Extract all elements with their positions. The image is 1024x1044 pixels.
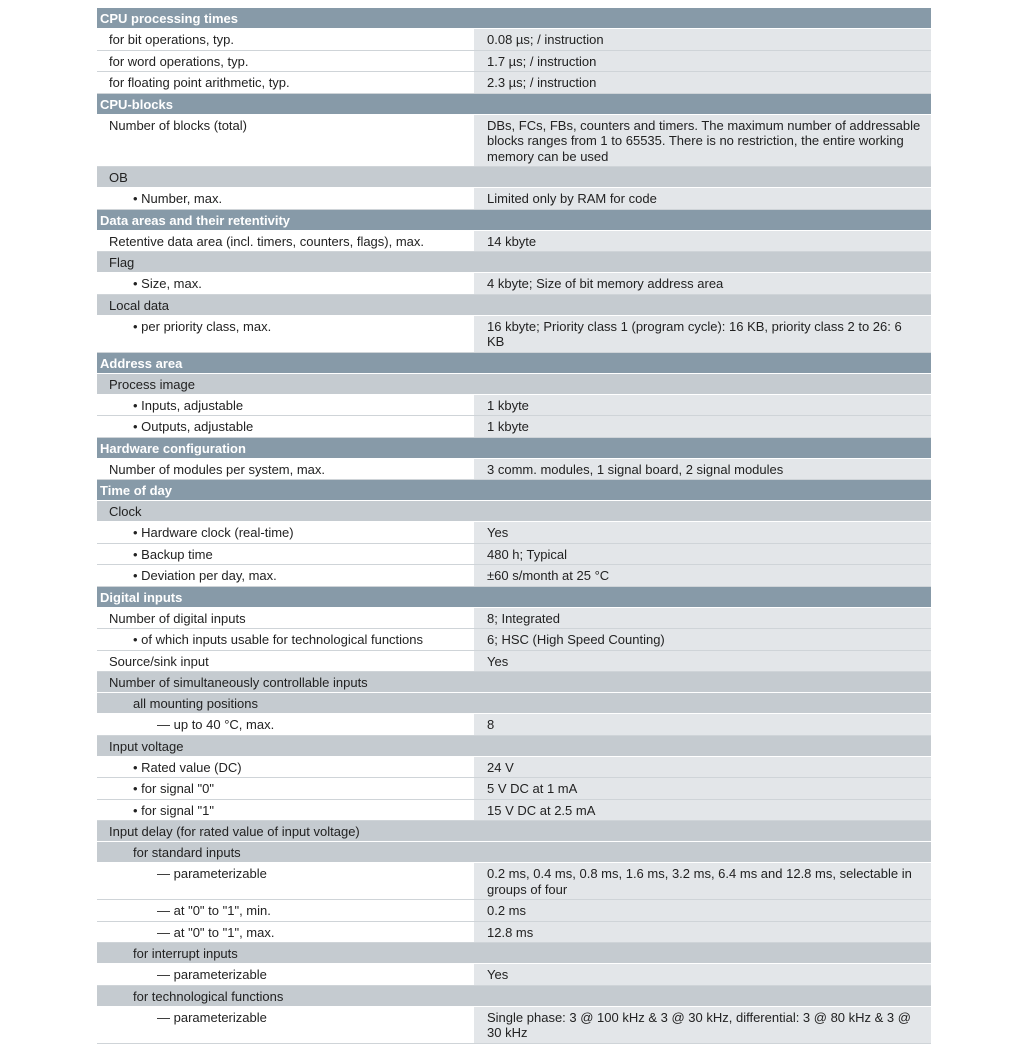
spec-label-cell <box>97 522 472 543</box>
spec-label-cell <box>97 900 472 921</box>
spec-row <box>97 459 931 481</box>
group-header-row <box>97 693 931 714</box>
spec-label: • Rated value (DC) <box>133 760 242 775</box>
spec-label: • for signal "1" <box>133 803 214 818</box>
spec-label-cell <box>97 416 472 437</box>
spec-label: • Hardware clock (real-time) <box>133 525 294 540</box>
spec-row <box>97 714 931 736</box>
spec-value: 4 kbyte; Size of bit memory address area <box>472 273 931 294</box>
group-header-row <box>97 842 931 863</box>
spec-label: • Outputs, adjustable <box>133 419 253 434</box>
group-header-row <box>97 167 931 188</box>
spec-label-cell <box>97 714 472 735</box>
spec-label-cell <box>97 273 472 294</box>
spec-row <box>97 544 931 566</box>
spec-value: 14 kbyte <box>472 231 931 252</box>
spec-label: Source/sink input <box>109 653 209 669</box>
spec-row <box>97 29 931 51</box>
spec-label-cell <box>97 544 472 565</box>
spec-label: — up to 40 °C, max. <box>157 717 274 732</box>
section-header: Hardware configuration <box>97 438 931 459</box>
spec-row <box>97 964 931 986</box>
spec-value: 1 kbyte <box>472 395 931 416</box>
spec-value: 8 <box>472 714 931 735</box>
group-label: Clock <box>109 504 142 519</box>
group-header-row <box>97 821 931 842</box>
group-header-row <box>97 736 931 757</box>
group-label: for technological functions <box>133 988 284 1004</box>
spec-label: • Deviation per day, max. <box>133 568 277 583</box>
spec-row <box>97 231 931 253</box>
spec-label: — parameterizable <box>157 1010 267 1025</box>
spec-row <box>97 651 931 673</box>
spec-row <box>97 51 931 73</box>
spec-label-cell <box>97 29 472 50</box>
group-header-row <box>97 943 931 964</box>
group-value-empty <box>472 943 931 963</box>
spec-label-cell <box>97 316 472 352</box>
spec-value: ±60 s/month at 25 °C <box>472 565 931 586</box>
group-label: Flag <box>109 255 135 270</box>
spec-label: Number of digital inputs <box>109 610 246 626</box>
spec-row <box>97 395 931 417</box>
spec-label: Number of blocks (total) <box>109 117 247 133</box>
spec-label-cell <box>97 651 472 672</box>
spec-label: • for signal "0" <box>133 781 214 796</box>
spec-value: Single phase: 3 @ 100 kHz & 3 @ 30 kHz, differential: 3 @ 80 kHz & 3 @ 30 kHz <box>472 1007 931 1043</box>
spec-label: for floating point arithmetic, typ. <box>109 75 290 90</box>
spec-label: • Size, max. <box>133 276 202 291</box>
spec-row <box>97 922 931 944</box>
group-value-empty <box>472 374 931 394</box>
spec-row <box>97 522 931 544</box>
spec-label-cell <box>97 459 472 480</box>
spec-label-cell <box>97 72 472 93</box>
group-value-empty <box>472 821 931 841</box>
spec-row <box>97 608 931 630</box>
spec-value: 0.2 ms, 0.4 ms, 0.8 ms, 1.6 ms, 3.2 ms, 6.4 ms and 12.8 ms, selectable in groups of four <box>472 863 931 899</box>
spec-row <box>97 416 931 438</box>
spec-label-cell <box>97 629 472 650</box>
spec-label-cell <box>97 863 472 899</box>
group-label: for standard inputs <box>133 845 241 860</box>
spec-value: 3 comm. modules, 1 signal board, 2 signal modules <box>472 459 931 480</box>
group-value-empty <box>472 842 931 862</box>
spec-label-cell <box>97 395 472 416</box>
spec-row <box>97 72 931 94</box>
spec-value: 6; HSC (High Speed Counting) <box>472 629 931 650</box>
group-label: all mounting positions <box>133 696 259 711</box>
spec-value: Yes <box>472 651 931 672</box>
spec-value: Limited only by RAM for code <box>472 188 931 209</box>
spec-value: 16 kbyte; Priority class 1 (program cycle): 16 KB, priority class 2 to 26: 6 KB <box>472 316 931 352</box>
spec-label: — at "0" to "1", min. <box>157 903 271 918</box>
group-value-empty <box>472 736 931 756</box>
group-label: OB <box>109 170 128 185</box>
section-header: Data areas and their retentivity <box>97 210 931 231</box>
spec-value: 15 V DC at 2.5 mA <box>472 800 931 821</box>
group-label: Input voltage <box>109 738 184 754</box>
section-header: Time of day <box>97 480 931 501</box>
group-header-row <box>97 374 931 395</box>
spec-label: for word operations, typ. <box>109 53 249 69</box>
spec-row <box>97 115 931 168</box>
spec-value: 2.3 µs; / instruction <box>472 72 931 93</box>
group-label: Number of simultaneously controllable inputs <box>109 675 368 690</box>
spec-label: Retentive data area (incl. timers, counters, flags), max. <box>109 233 425 249</box>
spec-row <box>97 863 931 900</box>
spec-label: — at "0" to "1", max. <box>157 925 274 940</box>
spec-value: 0.08 µs; / instruction <box>472 29 931 50</box>
spec-value: 480 h; Typical <box>472 544 931 565</box>
spec-row <box>97 1007 931 1044</box>
spec-value: DBs, FCs, FBs, counters and timers. The maximum number of addressable blocks ranges from 1 to 65535. There is no restriction, the entire working memory can be used <box>472 115 931 167</box>
spec-value: 0.2 ms <box>472 900 931 921</box>
spec-row <box>97 188 931 210</box>
spec-value: Yes <box>472 964 931 985</box>
spec-label-cell <box>97 608 472 629</box>
spec-label: • Backup time <box>133 547 213 562</box>
spec-label: • of which inputs usable for technological functions <box>133 632 423 647</box>
group-header-row <box>97 501 931 522</box>
spec-label-cell <box>97 115 472 167</box>
group-label: Input delay (for rated value of input voltage) <box>109 824 360 839</box>
section-header: Digital inputs <box>97 587 931 608</box>
group-value-empty <box>472 501 931 521</box>
spec-label-cell <box>97 757 472 778</box>
spec-label: — parameterizable <box>157 866 267 881</box>
spec-table <box>97 8 931 1044</box>
spec-value: 5 V DC at 1 mA <box>472 778 931 799</box>
group-value-empty <box>472 295 931 315</box>
spec-label: • per priority class, max. <box>133 319 271 334</box>
spec-row <box>97 778 931 800</box>
group-header-row <box>97 252 931 273</box>
section-header: Address area <box>97 353 931 374</box>
spec-row <box>97 316 931 353</box>
group-label: Local data <box>109 297 169 313</box>
spec-label-cell <box>97 188 472 209</box>
spec-value: 12.8 ms <box>472 922 931 943</box>
spec-value: 24 V <box>472 757 931 778</box>
spec-label-cell <box>97 778 472 799</box>
spec-label-cell <box>97 800 472 821</box>
spec-label-cell <box>97 964 472 985</box>
group-header-row <box>97 986 931 1007</box>
spec-label-cell <box>97 922 472 943</box>
section-header: CPU-blocks <box>97 94 931 115</box>
spec-value: 8; Integrated <box>472 608 931 629</box>
spec-row <box>97 273 931 295</box>
group-value-empty <box>472 672 931 692</box>
group-header-row <box>97 672 931 693</box>
spec-row <box>97 757 931 779</box>
spec-row <box>97 565 931 587</box>
spec-label: • Inputs, adjustable <box>133 398 243 413</box>
group-label: Process image <box>109 376 195 392</box>
spec-label: — parameterizable <box>157 967 267 982</box>
spec-label-cell <box>97 51 472 72</box>
group-header-row <box>97 295 931 316</box>
spec-row <box>97 800 931 822</box>
spec-label: • Number, max. <box>133 191 222 206</box>
spec-label: for bit operations, typ. <box>109 32 235 47</box>
spec-row <box>97 629 931 651</box>
group-value-empty <box>472 693 931 713</box>
group-label: for interrupt inputs <box>133 946 238 961</box>
group-value-empty <box>472 986 931 1006</box>
spec-row <box>97 900 931 922</box>
spec-label-cell <box>97 1007 472 1043</box>
group-value-empty <box>472 167 931 187</box>
spec-value: Yes <box>472 522 931 543</box>
spec-label-cell <box>97 231 472 252</box>
spec-value: 1 kbyte <box>472 416 931 437</box>
spec-value: 1.7 µs; / instruction <box>472 51 931 72</box>
spec-label: Number of modules per system, max. <box>109 461 326 477</box>
spec-label-cell <box>97 565 472 586</box>
group-value-empty <box>472 252 931 272</box>
section-header: CPU processing times <box>97 8 931 29</box>
